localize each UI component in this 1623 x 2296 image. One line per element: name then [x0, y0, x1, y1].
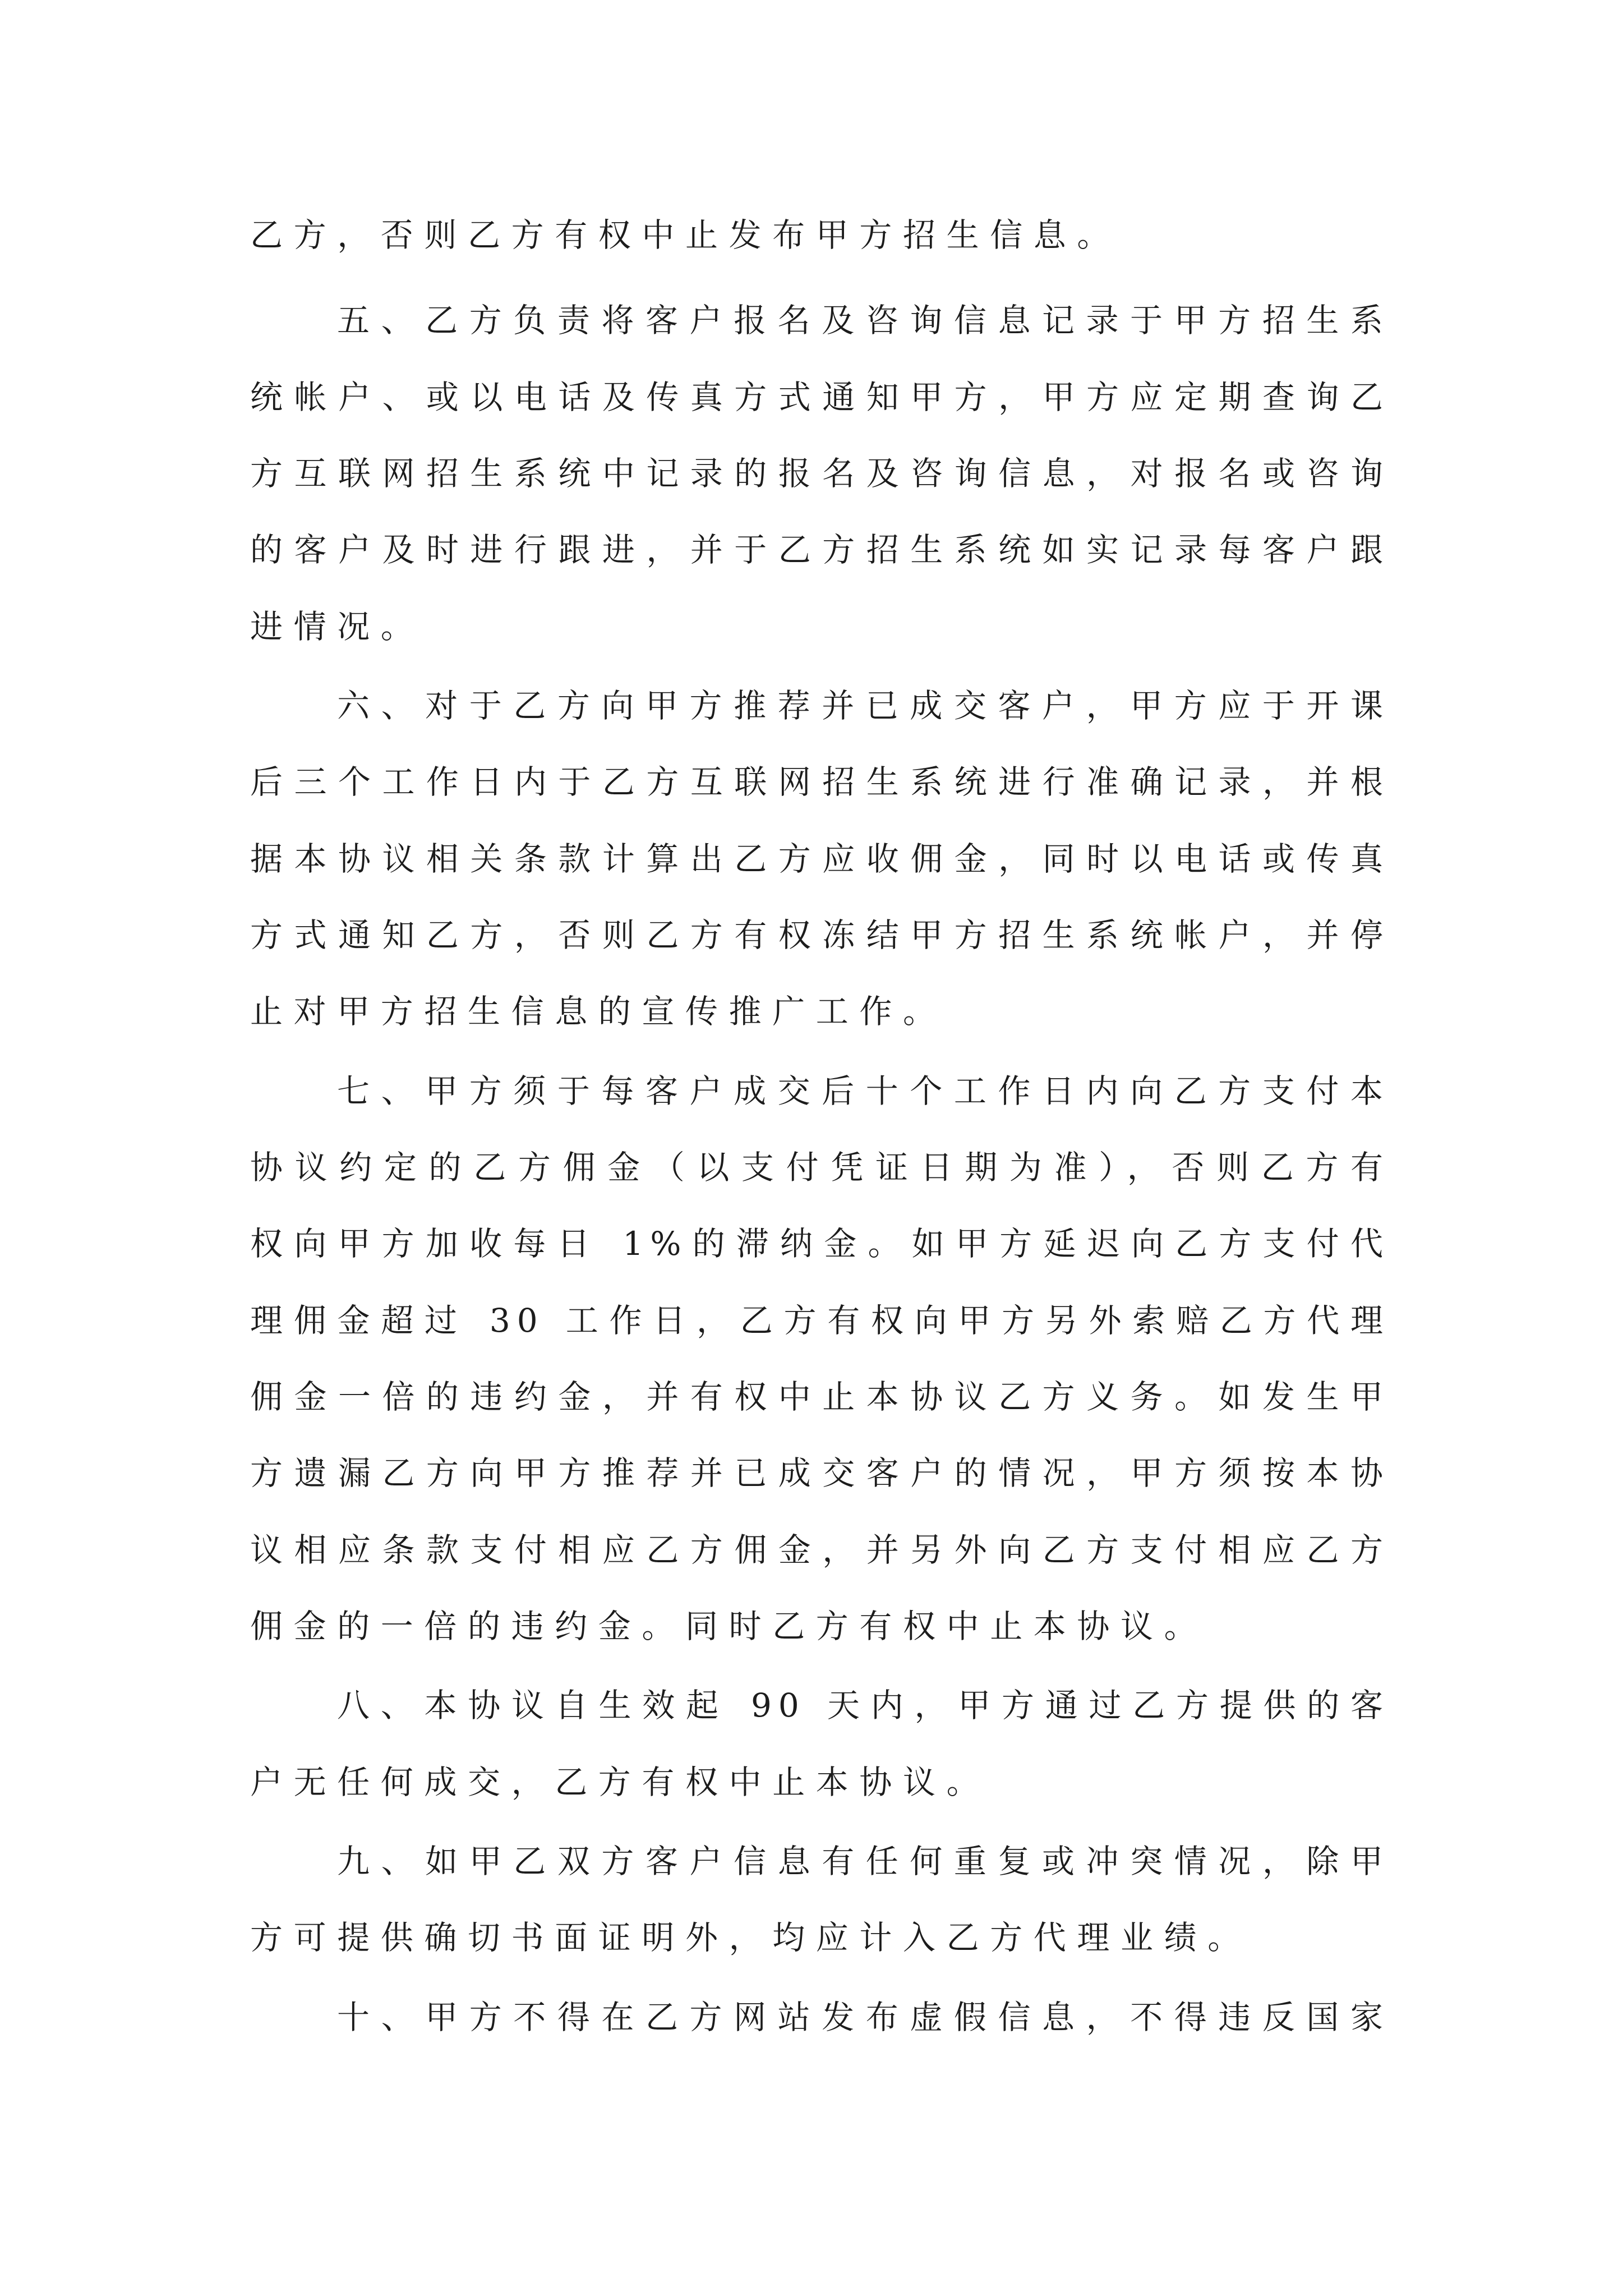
text-line: 统帐户、或以电话及传真方式通知甲方，甲方应定期查询乙 [250, 378, 1390, 416]
text-line: 据本协议相关条款计算出乙方应收佣金，同时以电话或传真 [250, 840, 1390, 878]
text-line: 五、乙方负责将客户报名及咨询信息记录于甲方招生系 [337, 301, 1390, 339]
text-line: 方遗漏乙方向甲方推荐并已成交客户的情况，甲方须按本协 [250, 1454, 1390, 1492]
text-line: 佣金的一倍的违约金。同时乙方有权中止本协议。 [250, 1607, 1208, 1645]
text-line: 议相应条款支付相应乙方佣金，并另外向乙方支付相应乙方 [250, 1531, 1390, 1569]
text-line: 方互联网招生系统中记录的报名及咨询信息，对报名或咨询 [250, 454, 1390, 493]
text-line: 理佣金超过 30 工作日，乙方有权向甲方另外索赔乙方代理 [250, 1301, 1390, 1340]
text-line: 十、甲方不得在乙方网站发布虚假信息，不得违反国家 [337, 1998, 1390, 2036]
text-line: 的客户及时进行跟进，并于乙方招生系统如实记录每客户跟 [250, 531, 1390, 569]
text-line: 户无任何成交，乙方有权中止本协议。 [250, 1763, 990, 1801]
text-line: 八、本协议自生效起 90 天内，甲方通过乙方提供的客 [337, 1686, 1390, 1724]
text-line: 七、甲方须于每客户成交后十个工作日内向乙方支付本 [337, 1072, 1390, 1110]
text-line: 方可提供确切书面证明外，均应计入乙方代理业绩。 [250, 1918, 1251, 1957]
text-line: 协议约定的乙方佣金（以支付凭证日期为准），否则乙方有 [250, 1148, 1390, 1186]
text-line: 六、对于乙方向甲方推荐并已成交客户，甲方应于开课 [337, 687, 1390, 725]
text-line: 进情况。 [250, 608, 425, 646]
text-line: 方式通知乙方，否则乙方有权冻结甲方招生系统帐户，并停 [250, 916, 1390, 954]
text-line: 止对甲方招生信息的宣传推广工作。 [250, 992, 947, 1030]
text-line: 后三个工作日内于乙方互联网招生系统进行准确记录，并根 [250, 763, 1390, 801]
text-line: 权向甲方加收每日 1%的滞纳金。如甲方延迟向乙方支付代 [250, 1225, 1390, 1263]
text-line: 乙方，否则乙方有权中止发布甲方招生信息。 [250, 216, 1121, 254]
text-line: 佣金一倍的违约金，并有权中止本协议乙方义务。如发生甲 [250, 1378, 1390, 1416]
text-line: 九、如甲乙双方客户信息有任何重复或冲突情况，除甲 [337, 1842, 1390, 1880]
